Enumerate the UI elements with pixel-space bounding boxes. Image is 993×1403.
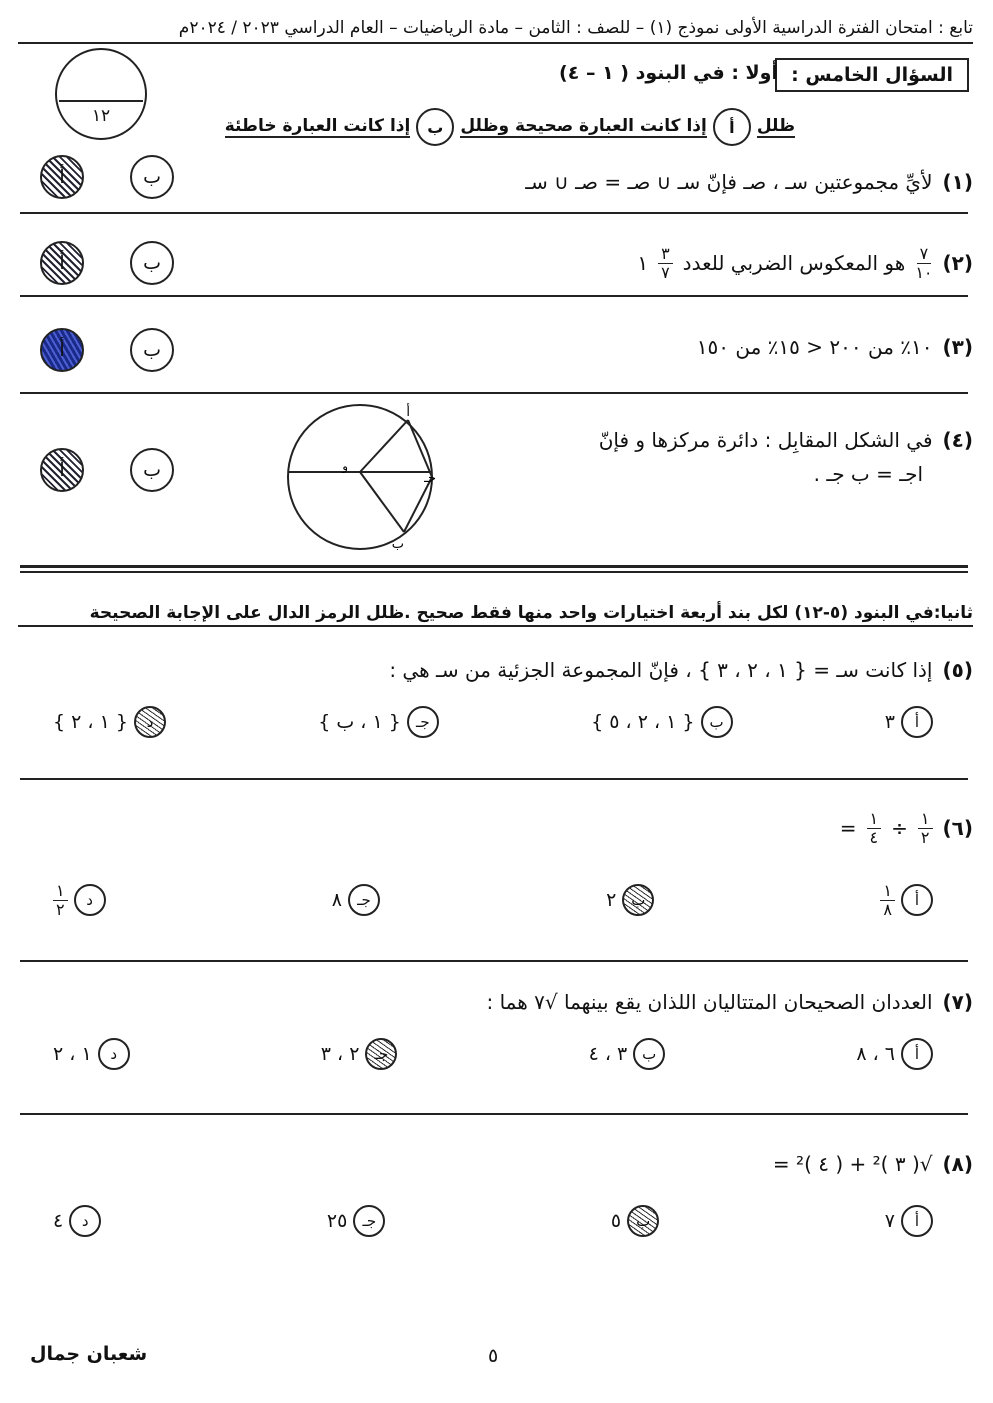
- option-symbol[interactable]: أ: [901, 1205, 933, 1237]
- mcq-7: [486, 990, 973, 1014]
- mcq-7-question: العددان الصحيحان المتتاليان اللذان يقع بينهما √٧ هما :: [486, 990, 933, 1014]
- divider: [20, 960, 968, 962]
- item-2-false-option[interactable]: ب: [130, 241, 174, 285]
- item-2-frac-num: ٧: [917, 245, 932, 264]
- option-text: ٦ ، ٨: [856, 1043, 895, 1065]
- mcq-5: [389, 658, 973, 682]
- option-symbol[interactable]: د: [69, 1205, 101, 1237]
- option-symbol[interactable]: أ: [901, 884, 933, 916]
- mcq-7-option-d[interactable]: [53, 1038, 130, 1070]
- mcq-7-options: [53, 1038, 933, 1070]
- instr-false-symbol: ب: [416, 108, 454, 146]
- option-symbol[interactable]: د: [98, 1038, 130, 1070]
- option-text: ١ ، ٢: [53, 1043, 92, 1065]
- mcq-6-frac2: [867, 810, 882, 846]
- option-symbol[interactable]: ب: [633, 1038, 665, 1070]
- section-divider: [20, 565, 968, 568]
- label-w: و: [342, 459, 348, 473]
- mcq-8-option-b[interactable]: [611, 1205, 659, 1237]
- option-symbol[interactable]: جـ: [353, 1205, 385, 1237]
- frac-den: ٢: [56, 899, 65, 919]
- score-value: ١٢: [91, 106, 111, 126]
- mcq-6-frac1: [918, 810, 933, 846]
- item-2-mixed-num: ٣: [658, 245, 673, 264]
- option-text: { ١ ، ٢ }: [53, 711, 128, 733]
- item-4-false-option[interactable]: ب: [130, 448, 174, 492]
- mcq-6-num: (٦): [942, 816, 973, 841]
- mcq-8-option-c[interactable]: [327, 1205, 385, 1237]
- instr-true-text: إذا كانت العبارة صحيحة وظلل: [460, 116, 707, 136]
- option-symbol[interactable]: جـ: [365, 1038, 397, 1070]
- item-3-options: [40, 328, 174, 372]
- item-1-text: لأيِّ مجموعتين سـ ، صـ فإنّ سـ ∪ صـ = صـ ∪ سـ: [525, 170, 933, 194]
- option-text: ٣: [884, 711, 895, 733]
- circle-diagram: [278, 402, 458, 552]
- option-symbol[interactable]: أ: [901, 706, 933, 738]
- part1-instruction: [225, 108, 795, 146]
- divider: [20, 212, 968, 214]
- score-divider: [59, 100, 143, 102]
- item-4-num: (٤): [942, 428, 973, 452]
- mcq-5-question: إذا كانت سـ = { ١ ، ٢ ، ٣ } ، فإنّ المجموعة الجزئية من سـ هي :: [389, 658, 933, 682]
- item-4-options: [40, 448, 174, 492]
- author-name: شعبان جمال: [30, 1343, 148, 1365]
- item-1-options: [40, 155, 174, 199]
- item-4-text: في الشكل المقابِل : دائرة مركزها و فإنّ: [598, 428, 933, 452]
- item-3-text: ١٠٪ من ٢٠٠ < ١٥٪ من ١٥٠: [696, 335, 933, 359]
- mcq-7-num: (٧): [942, 990, 973, 1014]
- item-2-mixed-whole: ١: [637, 251, 649, 276]
- item-2: [637, 245, 973, 281]
- frac-den: ٨: [883, 899, 892, 919]
- option-frac: [53, 882, 68, 918]
- mcq-8: [773, 1152, 973, 1176]
- mcq-5-option-c[interactable]: [318, 706, 439, 738]
- mcq-8-options: [53, 1205, 933, 1237]
- option-symbol[interactable]: د: [134, 706, 166, 738]
- item-1-true-option[interactable]: أ: [40, 155, 84, 199]
- part2-title: ثانيا:في البنود (٥-١٢) لكل بند أربعة اختيارات واحد منها فقط صحيح .ظلل الرمز الدال على الإجابة الصحيحة: [18, 603, 973, 627]
- label-j: جـ: [424, 471, 436, 486]
- mcq-7-option-c[interactable]: [321, 1038, 398, 1070]
- question-label: السؤال الخامس :: [775, 58, 969, 92]
- section-divider: [20, 571, 968, 573]
- option-text: { ١ ، ب }: [318, 711, 401, 733]
- frac-num: ١: [867, 810, 882, 829]
- mcq-6-option-c[interactable]: [332, 882, 380, 918]
- instr-true-symbol: أ: [713, 108, 751, 146]
- option-text: ٢٥: [326, 1210, 348, 1232]
- mcq-8-question: √( ٣ )² + ( ٤ )² =: [772, 1152, 933, 1176]
- mcq-7-option-a[interactable]: [856, 1038, 933, 1070]
- divider: [20, 1113, 968, 1115]
- option-text: ٢: [606, 889, 617, 912]
- instr-shade: ظلل: [756, 116, 795, 136]
- exam-header: تابع : امتحان الفترة الدراسية الأولى نموذج (١) – للصف : الثامن – مادة الرياضيات – العام الدراسي ٢٠٢٣ / ٢٠٢٤م: [18, 18, 973, 44]
- mcq-6-options: [53, 882, 933, 918]
- frac-den: ٤: [869, 827, 879, 847]
- item-3-false-option[interactable]: ب: [130, 328, 174, 372]
- option-symbol[interactable]: جـ: [407, 706, 439, 738]
- mcq-5-option-b[interactable]: [591, 706, 732, 738]
- item-2-num: (٢): [942, 251, 973, 276]
- item-2-mixed-frac: [658, 245, 673, 281]
- option-text: ٤: [53, 1210, 64, 1232]
- option-text: ٣ ، ٤: [588, 1043, 628, 1065]
- frac-num: ١: [880, 882, 895, 901]
- option-symbol[interactable]: ب: [622, 884, 654, 916]
- option-text: ٧: [884, 1210, 895, 1232]
- option-symbol[interactable]: جـ: [348, 884, 380, 916]
- option-text: ٢ ، ٣: [320, 1043, 360, 1065]
- instr-false-text: إذا كانت العبارة خاطئة: [224, 116, 411, 136]
- mcq-5-options: [53, 706, 933, 738]
- page-number: ٥: [488, 1345, 499, 1367]
- option-text: { ١ ، ٢ ، ٥ }: [591, 711, 695, 733]
- mcq-5-num: (٥): [942, 658, 973, 682]
- item-2-mixed-den: ٧: [661, 262, 670, 282]
- item-1-false-option[interactable]: ب: [130, 155, 174, 199]
- option-symbol[interactable]: د: [74, 884, 106, 916]
- item-2-true-option[interactable]: أ: [40, 241, 84, 285]
- mcq-6-option-a[interactable]: [880, 882, 933, 918]
- item-3-num: (٣): [942, 335, 973, 359]
- divider: [20, 778, 968, 780]
- mcq-8-option-d[interactable]: [53, 1205, 101, 1237]
- option-symbol[interactable]: ب: [701, 706, 733, 738]
- option-frac: [880, 882, 895, 918]
- frac-num: ١: [918, 810, 933, 829]
- option-symbol[interactable]: ب: [627, 1205, 659, 1237]
- part1-title: أولا : في البنود ( ١ – ٤): [559, 62, 778, 84]
- option-text: ٨: [331, 889, 342, 912]
- item-3: [697, 335, 973, 359]
- mcq-7-option-b[interactable]: [589, 1038, 666, 1070]
- divider: [20, 295, 968, 297]
- mcq-5-option-a[interactable]: [885, 706, 933, 738]
- item-2-options: [40, 241, 174, 285]
- item-2-fraction: [915, 245, 932, 281]
- mcq-6: [840, 810, 973, 846]
- item-1: [525, 170, 973, 194]
- mcq-6-option-b[interactable]: [606, 882, 654, 918]
- item-2-text: هو المعكوس الضربي للعدد: [682, 251, 906, 276]
- mcq-6-op: ÷: [891, 816, 908, 841]
- mcq-8-num: (٨): [942, 1152, 973, 1176]
- option-symbol[interactable]: أ: [901, 1038, 933, 1070]
- mcq-5-option-d[interactable]: [53, 706, 166, 738]
- score-circle: [55, 48, 147, 140]
- mcq-8-option-a[interactable]: [885, 1205, 933, 1237]
- option-text: ٥: [610, 1210, 622, 1232]
- frac-num: ١: [53, 882, 68, 901]
- item-2-frac-den: ١٠: [915, 262, 933, 282]
- label-b: ب: [391, 537, 404, 552]
- mcq-6-eq: =: [839, 816, 857, 841]
- label-a: أ: [406, 405, 410, 420]
- item-1-num: (١): [942, 170, 973, 194]
- frac-den: ٢: [920, 827, 930, 847]
- mcq-6-option-d[interactable]: [53, 882, 106, 918]
- item-4: [599, 428, 973, 486]
- item-3-true-option[interactable]: أ: [40, 328, 84, 372]
- item-4-text2: اجـ = ب جـ .: [813, 462, 923, 486]
- item-4-true-option[interactable]: أ: [40, 448, 84, 492]
- divider: [20, 392, 968, 394]
